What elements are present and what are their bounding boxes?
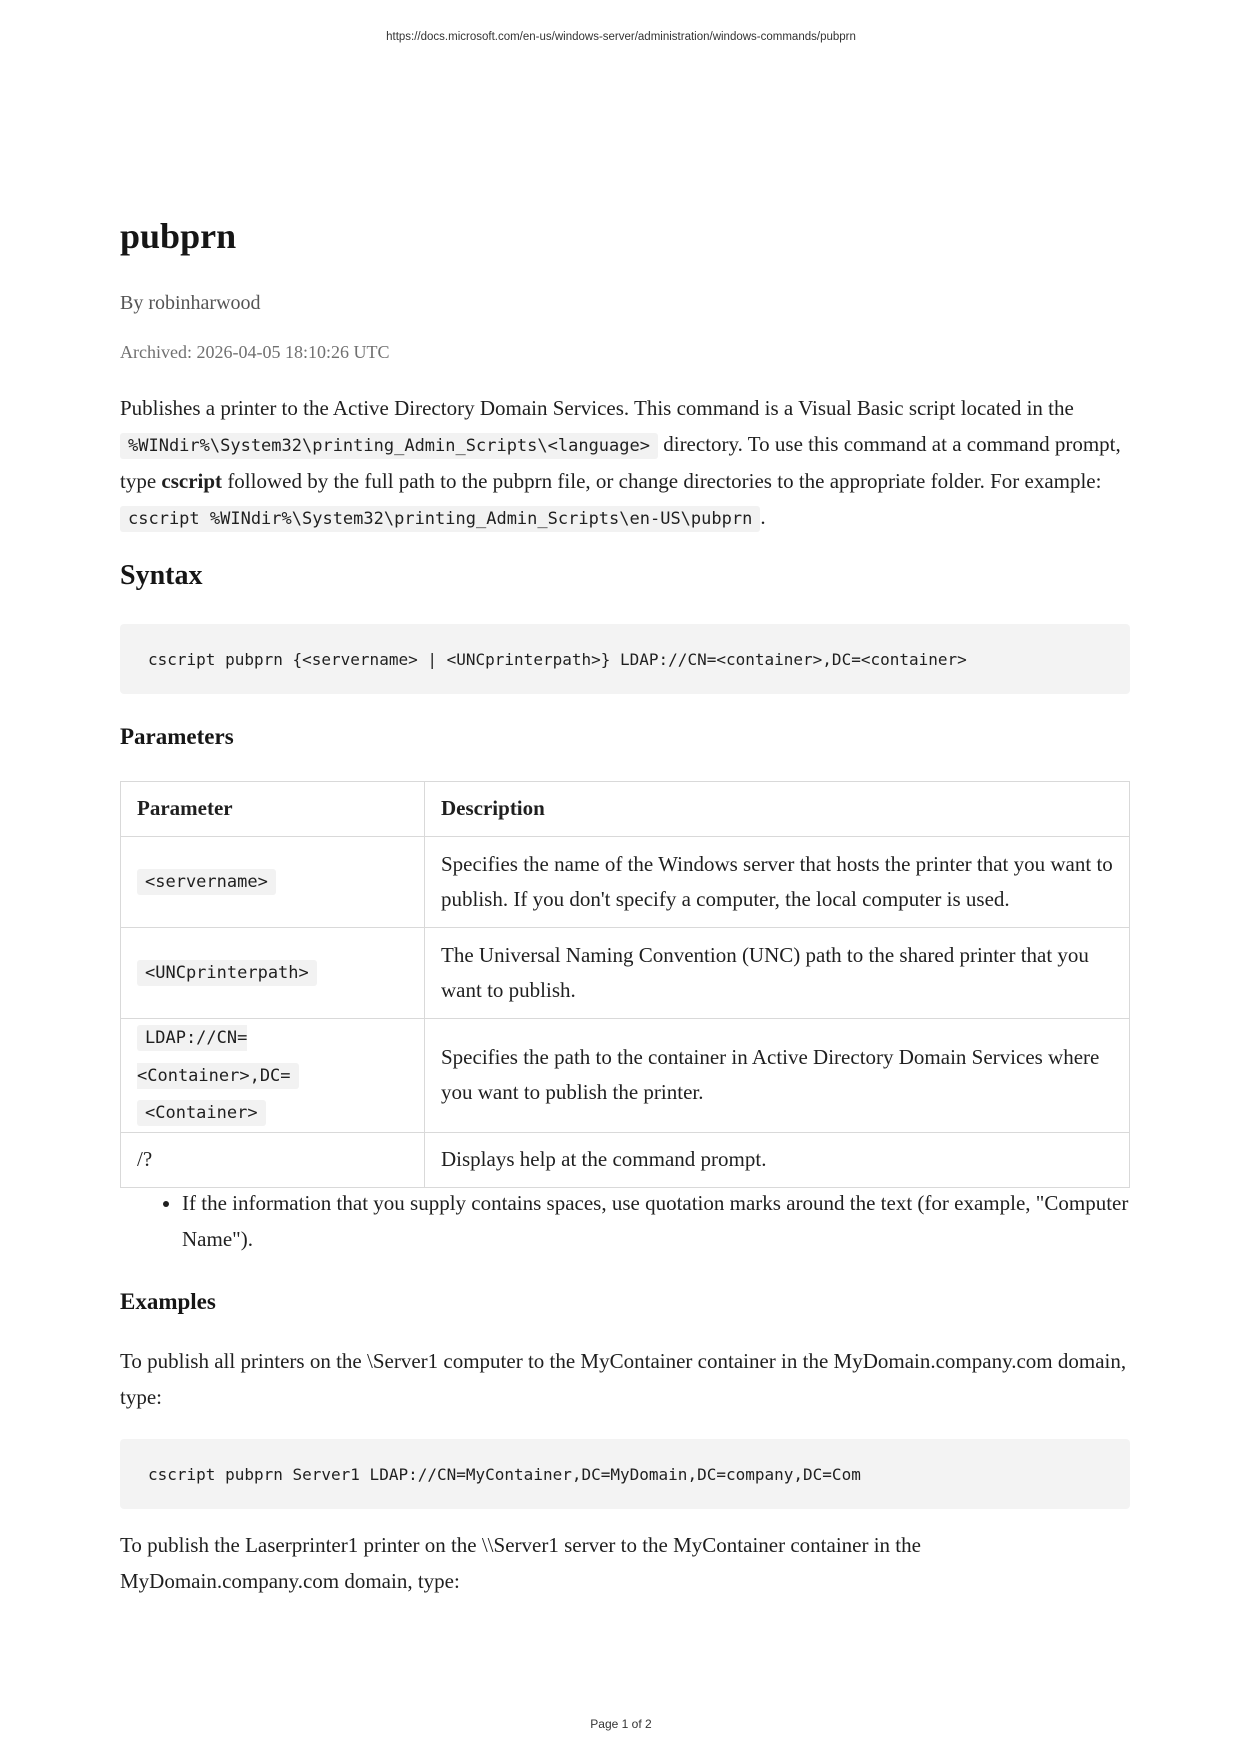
param-code: LDAP://CN=<Container>,DC=: [137, 1025, 299, 1089]
cscript-bold: cscript: [161, 469, 223, 493]
param-code: <servername>: [137, 869, 276, 895]
example-1-code-block: cscript pubprn Server1 LDAP://CN=MyContainer,DC=MyDomain,DC=company,DC=Com: [120, 1439, 1130, 1509]
param-code: <UNCprinterpath>: [137, 960, 317, 986]
table-row: [121, 1019, 1130, 1133]
parameters-table: [120, 781, 1130, 1188]
param-cell: [121, 837, 425, 928]
intro-text: .: [760, 504, 766, 529]
table-row: [121, 928, 1130, 1019]
param-cell: [121, 928, 425, 1019]
list-item: • If the information that you supply contains spaces, use quotation marks around the text (for example, "Computer Name").: [182, 1186, 1130, 1257]
param-code: <Container>: [137, 1100, 266, 1126]
table-header-row: [121, 782, 1130, 837]
description-cell: Specifies the name of the Windows server that hosts the printer that you want to publish. If you don't specify a computer, the local computer is used.: [425, 837, 1130, 928]
param-cell: [121, 1019, 425, 1133]
examples-heading: Examples: [120, 1289, 216, 1314]
page-number: Page 1 of 2: [590, 1717, 652, 1731]
param-cell: /?: [121, 1132, 425, 1187]
intro-text: directory. To use this command at a command prompt, type: [120, 431, 1121, 493]
author-byline: By robinharwood: [120, 292, 261, 314]
table-row: [121, 837, 1130, 928]
syntax-heading: Syntax: [120, 560, 203, 591]
example-2-description: To publish the Laserprinter1 printer on the \\Server1 server to the MyContainer container in the MyDomain.company.com domain, type:: [120, 1533, 921, 1593]
example-1-description: To publish all printers on the \Server1 computer to the MyContainer container in the MyDomain.company.com domain, type:: [120, 1349, 1127, 1409]
archived-timestamp: Archived: 2026-04-05 18:10:26 UTC: [120, 342, 390, 362]
column-header-parameter: Parameter: [121, 782, 425, 837]
page-title: pubprn: [120, 216, 237, 256]
intro-text: Publishes a printer to the Active Directory Domain Services. This command is a Visual Basic script located in the: [120, 396, 1074, 420]
intro-paragraph: [120, 391, 1130, 537]
description-cell: The Universal Naming Convention (UNC) path to the shared printer that you want to publish.: [425, 928, 1130, 1019]
description-cell: Displays help at the command prompt.: [425, 1132, 1130, 1187]
notes-list: [120, 1186, 1130, 1257]
intro-text: followed by the full path to the pubprn file, or change directories to the appropriate folder. For example:: [222, 469, 1102, 493]
table-row: [121, 1132, 1130, 1187]
page-url: https://docs.microsoft.com/en-us/windows-server/administration/windows-commands/pubprn: [386, 31, 856, 43]
parameters-heading: Parameters: [120, 724, 234, 749]
syntax-code-block: cscript pubprn {<servername> | <UNCprinterpath>} LDAP://CN=<container>,DC=<container>: [120, 624, 1130, 694]
column-header-description: Description: [425, 782, 1130, 837]
description-cell: Specifies the path to the container in Active Directory Domain Services where you want to publish the printer.: [425, 1019, 1130, 1133]
example-path-code: cscript %WINdir%\System32\printing_Admin_Scripts\en-US\pubprn: [120, 506, 760, 532]
scripts-path-code: %WINdir%\System32\printing_Admin_Scripts\<language>: [120, 433, 658, 459]
